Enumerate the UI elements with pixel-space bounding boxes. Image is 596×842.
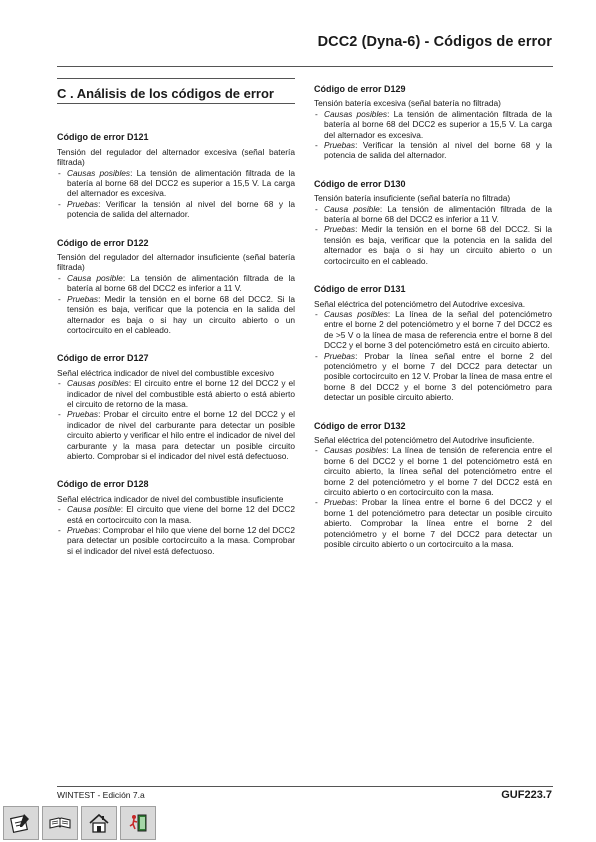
list-item [314,204,552,225]
notes-icon [9,811,33,835]
error-code-title: Código de error D122 [57,237,149,248]
item-text: : Probar la línea entre el borne 6 del DCC2 y el borne 1 del potenciómetro para detectar un posible circuito abierto. Comprobar la línea entre el borne 2 del potenciómetro y el borne 7 del DCC2 para detectar un posible circuito abierto o un cortocircuito a la masa. [324,497,552,550]
error-code-description: Tensión del regulador del alternador insuficiente (señal batería filtrada) [57,252,295,273]
list-item [314,445,552,497]
error-code-description: Señal eléctrica indicador de nivel del combustible excesivo [57,367,275,378]
item-label: Pruebas [324,350,356,361]
list-item [314,224,552,266]
book-button[interactable] [42,806,78,840]
list-item [314,351,552,403]
item-text: : Probar el circuito entre el borne 12 del DCC2 y el indicador de nivel del carburante para detectar un posible circuito abierto y verificar el hilo entre el indicador de nivel del carburante y la masa para detectar un posible circuito abierto. Comprobar si el indicador del nivel está defectuoso. [67,409,295,461]
item-text: : El circuito entre el borne 12 del DCC2 y el indicador de nivel del combustible está abierto o está abierto el circuito de retorno de la masa. [67,378,295,409]
left-column [57,78,295,574]
error-code-title: Código de error D128 [57,479,149,490]
error-code-description: Señal eléctrica del potenciómetro del Autodrive insuficiente. [314,434,535,445]
item-label: Causas posibles [324,108,388,119]
list-item [57,273,295,294]
page-title: DCC2 (Dyna-6) - Códigos de error [317,34,552,50]
item-label: Causa posible [67,504,121,515]
error-code-title: Código de error D130 [314,178,406,189]
list-item [57,525,295,556]
error-code-d130 [314,179,552,266]
item-label: Causas posibles [324,308,388,319]
item-text: : Verificar la tensión al nivel del borne 68 y la potencia de salida del alternador. [324,140,552,161]
error-code-description: Señal eléctrica indicador de nivel del combustible insuficiente [57,493,284,504]
error-code-d122 [57,238,295,336]
error-code-title: Código de error D129 [314,84,406,94]
item-text: : Verificar la tensión al nivel del borne 68 y la potencia de salida del alternador. [67,198,295,220]
list-item [57,378,295,409]
exit-button[interactable] [120,806,156,840]
list-item [314,109,552,140]
error-code-description: Tensión del regulador del alternador excesiva (señal batería filtrada) [57,146,295,168]
item-label: Pruebas [67,293,99,304]
error-code-d131 [314,284,552,402]
item-label: Causas posibles [67,167,131,178]
item-label: Pruebas [67,409,99,420]
list-item [57,168,295,199]
item-label: Pruebas [324,497,356,508]
error-code-description: Tensión batería insuficiente (señal batería no filtrada) [314,193,511,204]
list-item [57,294,295,336]
item-text: : El circuito que viene del borne 12 del DCC2 está en cortocircuito con la masa. [67,504,295,525]
list-item [57,504,295,525]
item-text: : La tensión de alimentación filtrada de la batería al borne 68 del DCC2 es inferior a 11 V. [67,272,295,294]
item-text: : Medir la tensión en el borne 68 del DCC2. Si la tensión es baja, verificar que la potencia en la salida del alternador es baja o si hay un circuito abierto o un cortocircuito en el cableado. [67,293,295,335]
item-text: : Probar la línea señal entre el borne 2 del potenciómetro y el borne 7 del DCC2 para detectar un posible cortocircuito en 12 V. Probar la línea de masa entre el borne 8 del DCC2 y el borne 3 del potenciómetro para detectar un posible circuito abierto. [324,350,552,403]
item-text: : La tensión de alimentación filtrada de la batería al borne 68 del DCC2 es superior a 15,5 V. La carga del alternador es excesiva. [67,167,295,199]
book-icon [48,811,72,835]
error-code-description: Señal eléctrica del potenciómetro del Autodrive excesiva. [314,298,526,309]
item-text: : Comprobar el hilo que viene del borne 12 del DCC2 para detectar un posible cortocircuito a la masa. Comprobar si el indicador del nivel está defectuoso. [67,525,295,556]
item-label: Causas posibles [324,445,387,456]
right-column [314,84,552,567]
exit-icon [126,811,150,835]
error-code-d121 [57,132,295,219]
error-code-d127 [57,353,295,461]
error-code-description: Tensión batería excesiva (señal batería no filtrada) [314,98,501,109]
footer-edition: WINTEST - Edición 7.a [57,790,145,800]
item-label: Causas posibles [67,378,129,389]
bottom-toolbar [0,806,156,842]
section-title: C . Análisis de los códigos de error [57,78,295,104]
error-code-d128 [57,479,295,556]
item-label: Pruebas [324,224,356,235]
error-code-title: Código de error D127 [57,353,149,364]
list-item [314,309,552,351]
item-text: : La tensión de alimentación filtrada de la batería al borne 68 del DCC2 es inferior a 11 V. [324,203,552,225]
item-label: Causa posible [324,203,380,214]
home-icon [87,811,111,835]
item-label: Pruebas [324,140,356,151]
list-item [314,497,552,549]
item-text: : Medir la tensión en el borne 68 del DCC2. Si la tensión es baja, verificar que la potencia en la salida del alternador es baja o si hay un circuito abierto o un cortocircuito en el cableado. [324,224,552,266]
error-code-title: Código de error D121 [57,132,149,143]
error-code-d132 [314,421,552,550]
item-label: Pruebas [67,198,99,209]
item-text: : La tensión de alimentación filtrada de la batería al borne 68 del DCC2 es superior a 15,5 V. La carga del alternador es excesiva. [324,108,552,140]
list-item [57,199,295,220]
footer-page-number: GUF223.7 [501,789,552,801]
error-code-d129 [314,84,552,161]
list-item [57,409,295,461]
list-item [314,140,552,161]
item-text: : La línea de tensión de referencia entre el borne 6 del DCC2 y el borne 1 del potenciómetro está en circuito abierto, la línea señal del potenciómetro entre el borne 2 del potenciómetro y el borne 7 del DCC2 está en circuito abierto o en cortocircuito con la masa. [324,445,552,497]
error-code-title: Código de error D132 [314,420,406,431]
error-code-title: Código de error D131 [314,284,406,295]
item-text: : La línea de la señal del potenciómetro entre el borne 2 del potenciómetro y el borne 7 del DCC2 es de >5 V o la línea de masa de referencia entre el borne 8 del DCC2 y el borne 3 del potenciómetro está en circuito abierto. [324,308,552,351]
item-label: Causa posible [67,272,123,283]
header-divider [57,66,553,67]
footer-divider [57,786,553,787]
item-label: Pruebas [67,525,99,535]
home-button[interactable] [81,806,117,840]
notes-button[interactable] [3,806,39,840]
